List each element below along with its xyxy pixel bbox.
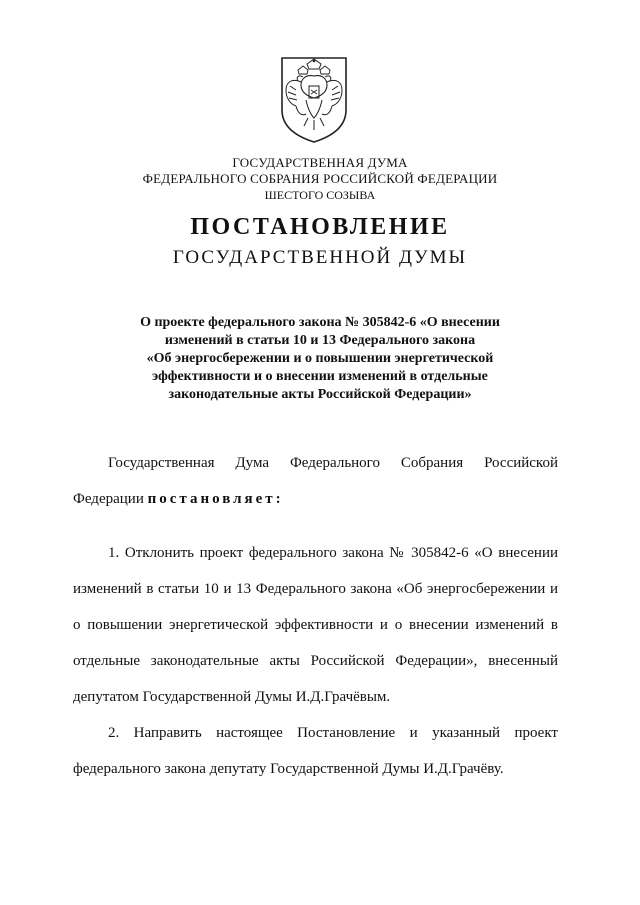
- org-name-line-1: ГОСУДАРСТВЕННАЯ ДУМА: [232, 155, 408, 170]
- item-1-line: отдельные законодательные акты Российской Федерации», внесенный: [73, 653, 558, 669]
- subject-line: эффективности и о внесении изменений в отдельные: [152, 369, 488, 384]
- document-subtitle: ГОСУДАРСТВЕННОЙ ДУМЫ: [172, 247, 468, 268]
- item-1-line: о повышении энергетической эффективности и о внесении изменений в: [73, 617, 558, 633]
- item-1-line: 1. Отклонить проект федерального закона № 305842-6 «О внесении: [108, 545, 558, 561]
- subject-line: изменений в статьи 10 и 13 Федерального закона: [164, 333, 476, 348]
- preamble-line-1: Государственная Дума Федерального Собрания Российской: [108, 455, 558, 471]
- subject-line: законодательные акты Российской Федерации»: [168, 387, 472, 402]
- preamble-prefix: Федерации: [73, 491, 148, 507]
- item-2-line: федерального закона депутату Государственной Думы И.Д.Грачёву.: [73, 761, 504, 777]
- convocation-line: ШЕСТОГО СОЗЫВА: [264, 188, 376, 202]
- subject-line: «Об энергосбережении и о повышении энергетической: [146, 351, 494, 366]
- preamble-resolves: постановляет:: [147, 491, 284, 507]
- document-title: ПОСТАНОВЛЕНИЕ: [190, 214, 450, 240]
- item-1-line: депутатом Государственной Думы И.Д.Грачёвым.: [73, 689, 391, 705]
- item-2-line: 2. Направить настоящее Постановление и указанный проект: [108, 725, 558, 741]
- item-1-line: изменений в статьи 10 и 13 Федерального закона «Об энергосбережении и: [73, 581, 558, 597]
- coat-of-arms-icon: [276, 52, 352, 144]
- preamble-line-2: [73, 491, 284, 508]
- org-name-line-2: ФЕДЕРАЛЬНОГО СОБРАНИЯ РОССИЙСКОЙ ФЕДЕРАЦИИ: [142, 171, 498, 186]
- subject-line: О проекте федерального закона № 305842-6 «О внесении: [140, 315, 500, 330]
